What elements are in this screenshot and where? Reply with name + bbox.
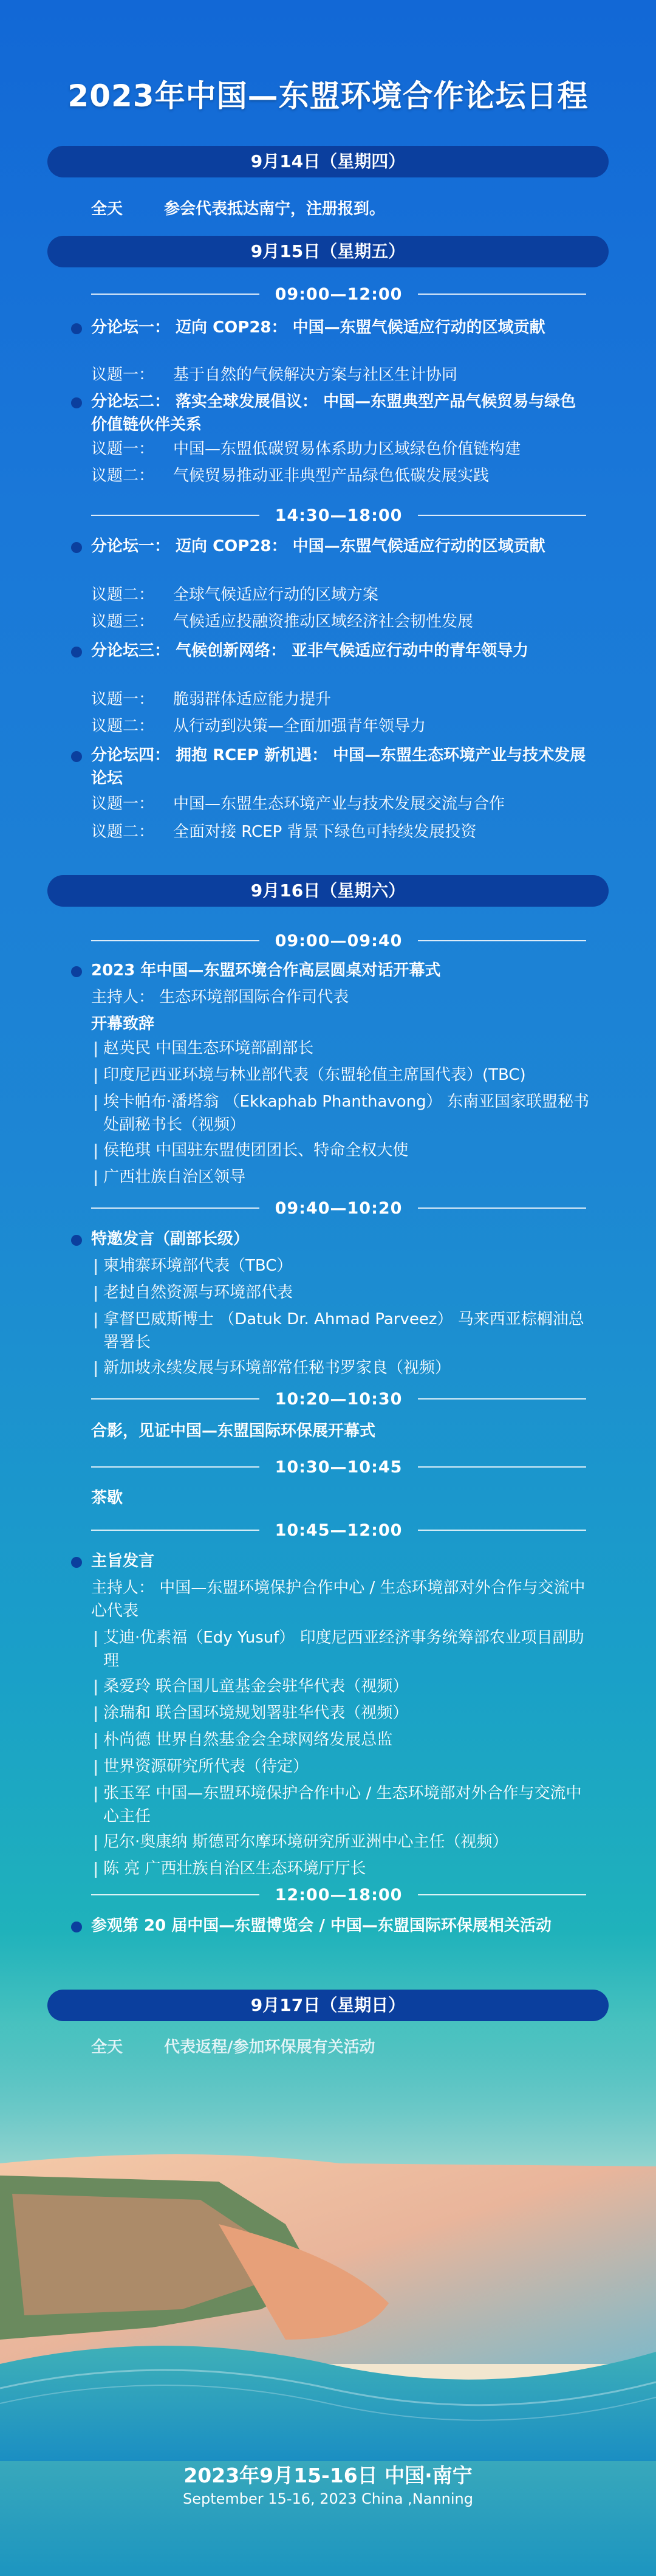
topic-row: 议题二： 全面对接 RCEP 背景下绿色可持续发展投资 xyxy=(91,823,477,841)
time-separator xyxy=(91,1456,586,1478)
topic-row: 议题一： 脆弱群体适应能力提升 xyxy=(91,690,332,709)
speaker-item: 朴尚德 世界自然基金会全球网络发展总监 xyxy=(103,1728,589,1751)
speaker-item: 尼尔·奥康纳 斯德哥尔摩环境研究所亚洲中心主任（视频） xyxy=(103,1830,589,1853)
speaker-item: 拿督巴威斯博士 （Datuk Dr. Ahmad Parveez） 马来西亚棕榈油总署署长 xyxy=(103,1308,589,1354)
forum-title: 分论坛一： 迈向 COP28： 中国—东盟气候适应行动的区域贡献 xyxy=(91,537,545,555)
speaker-item: 世界资源研究所代表（待定） xyxy=(103,1755,589,1778)
forum-title: 分论坛一： 迈向 COP28： 中国—东盟气候适应行动的区域贡献 xyxy=(91,318,545,337)
speaker-item: 张玉军 中国—东盟环境保护合作中心 / 生态环境部对外合作与交流中心主任 xyxy=(103,1782,589,1828)
event-title: 主旨发言 xyxy=(91,1552,155,1570)
time-separator xyxy=(91,1884,586,1906)
speaker-item: 广西壮族自治区领导 xyxy=(103,1166,589,1189)
speaker-item: 艾迪·优素福（Edy Yusuf） 印度尼西亚经济事务统筹部农业项目副助理 xyxy=(103,1626,589,1672)
time-separator xyxy=(91,1388,586,1410)
day-header-sep15: 9月15日（星期五） xyxy=(47,236,609,267)
time-separator xyxy=(91,1197,586,1219)
topic-row: 议题二： 气候贸易推动亚非典型产品绿色低碳发展实践 xyxy=(91,467,490,485)
time-slot: 12:00—18:00 xyxy=(275,1885,403,1905)
allday-label: 全天 xyxy=(91,200,123,218)
time-separator xyxy=(91,930,586,952)
time-slot: 10:20—10:30 xyxy=(275,1389,403,1409)
speech-heading: 开幕致辞 xyxy=(91,1015,155,1033)
page-title: 2023年中国—东盟环境合作论坛日程 xyxy=(67,78,589,114)
speaker-item: 涂瑞和 联合国环境规划署驻华代表（视频） xyxy=(103,1702,589,1725)
day-header-sep17: 9月17日（星期日） xyxy=(47,1990,609,2021)
topic-row: 议题二： 从行动到决策—全面加强青年领导力 xyxy=(91,717,426,735)
footer-date: 2023年9月15-16日 中国·南宁 xyxy=(183,2464,473,2487)
time-slot: 10:30—10:45 xyxy=(275,1457,403,1477)
bullet-icon xyxy=(71,1922,82,1932)
time-separator xyxy=(91,1519,586,1541)
time-slot: 09:00—09:40 xyxy=(275,931,403,950)
event-title: 合影，见证中国—东盟国际环保展开幕式 xyxy=(91,1422,376,1440)
allday-desc: 参会代表抵达南宁，注册报到。 xyxy=(164,200,386,218)
day-header-sep16: 9月16日（星期六） xyxy=(47,875,609,907)
bullet-icon xyxy=(71,1235,82,1246)
bullet-icon xyxy=(71,1557,82,1568)
forum-title: 分论坛三： 气候创新网络： 亚非气候适应行动中的青年领导力 xyxy=(91,642,529,660)
topic-row: 议题一： 中国—东盟生态环境产业与技术发展交流与合作 xyxy=(91,795,505,813)
event-title: 特邀发言（副部长级） xyxy=(91,1230,250,1248)
allday-row-sep14 xyxy=(91,196,385,219)
speaker-item: 新加坡永续发展与环境部常任秘书罗家良（视频） xyxy=(103,1356,589,1379)
topic-row: 议题一： 基于自然的气候解决方案与社区生计协同 xyxy=(91,366,458,384)
bullet-icon xyxy=(71,647,82,658)
day-header-sep14: 9月14日（星期四） xyxy=(47,146,609,177)
topic-row: 议题二： 全球气候适应行动的区域方案 xyxy=(91,586,379,604)
speaker-item: 桑爱玲 联合国儿童基金会驻华代表（视频） xyxy=(103,1675,589,1698)
time-separator xyxy=(91,283,586,305)
speaker-item: 侯艳琪 中国驻东盟使团团长、特命全权大使 xyxy=(103,1139,589,1162)
event-title: 茶歇 xyxy=(91,1489,123,1507)
host-line: 主持人： 中国—东盟环境保护合作中心 / 生态环境部对外合作与交流中心代表 xyxy=(91,1579,586,1620)
time-slot: 14:30—18:00 xyxy=(275,506,403,525)
speaker-item: 赵英民 中国生态环境部副部长 xyxy=(103,1037,589,1060)
bullet-icon xyxy=(71,323,82,334)
time-slot: 09:40—10:20 xyxy=(275,1198,403,1218)
time-slot: 09:00—12:00 xyxy=(275,284,403,304)
event-title: 参观第 20 届中国—东盟博览会 / 中国—东盟国际环保展相关活动 xyxy=(91,1917,552,1935)
speaker-item: 埃卡帕布·潘塔翁 （Ekkaphab Phanthavong） 东南亚国家联盟秘书处副秘书长（视频） xyxy=(103,1090,589,1136)
topic-row: 议题三： 气候适应投融资推动区域经济社会韧性发展 xyxy=(91,613,474,631)
forum-title: 分论坛二： 落实全球发展倡议： 中国—东盟典型产品气候贸易与绿色价值链伙伴关系 xyxy=(91,393,576,434)
bullet-icon xyxy=(71,751,82,762)
speaker-item: 柬埔寨环境部代表（TBC） xyxy=(103,1254,589,1277)
speaker-item: 印度尼西亚环境与林业部代表（东盟轮值主席国代表）(TBC) xyxy=(103,1063,589,1087)
footer-date-english: September 15-16, 2023 China ,Nanning xyxy=(183,2490,473,2507)
coastal-landscape-image xyxy=(0,2024,656,2461)
event-title: 2023 年中国—东盟环境合作高层圆桌对话开幕式 xyxy=(91,961,441,980)
bullet-icon xyxy=(71,966,82,977)
bullet-icon xyxy=(71,397,82,408)
speaker-item: 老挝自然资源与环境部代表 xyxy=(103,1281,589,1304)
host-line: 主持人： 生态环境部国际合作司代表 xyxy=(91,988,349,1006)
topic-row: 议题一： 中国—东盟低碳贸易体系助力区域绿色价值链构建 xyxy=(91,440,521,458)
time-slot: 10:45—12:00 xyxy=(275,1520,403,1540)
forum-title: 分论坛四： 拥抱 RCEP 新机遇： 中国—东盟生态环境产业与技术发展论坛 xyxy=(91,746,586,788)
speaker-item: 陈 亮 广西壮族自治区生态环境厅厅长 xyxy=(103,1857,589,1880)
bullet-icon xyxy=(71,542,82,553)
time-separator xyxy=(91,504,586,526)
